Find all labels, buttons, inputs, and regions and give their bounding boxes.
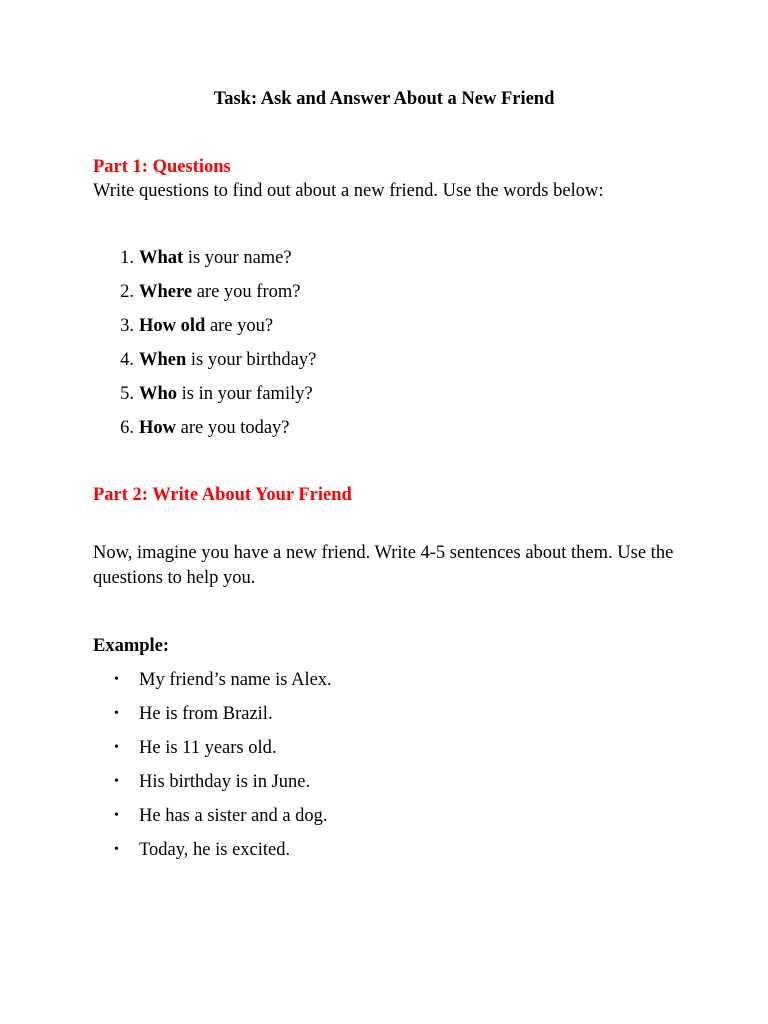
list-item <box>0 669 768 693</box>
page-title: Task: Ask and Answer About a New Friend <box>213 89 555 109</box>
example-label: Example: <box>93 636 170 656</box>
list-item-number: 1. <box>120 248 134 268</box>
list-item <box>0 737 768 761</box>
example-text: His birthday is in June. <box>139 772 311 792</box>
question-word: Who <box>139 384 178 404</box>
bullet-icon: • <box>114 774 119 789</box>
list-item <box>0 417 768 441</box>
question-rest: is your birthday? <box>186 350 317 370</box>
part2-instruction: Now, imagine you have a new friend. Write 4-5 sentences about them. Use the questions to help you. <box>93 543 674 588</box>
example-text: He is from Brazil. <box>139 704 273 724</box>
question-word: Where <box>139 282 193 302</box>
example-text: He is 11 years old. <box>139 738 277 758</box>
list-item <box>0 315 768 339</box>
list-item <box>0 349 768 373</box>
question-rest: are you from? <box>192 282 301 302</box>
example-text: My friend’s name is Alex. <box>139 670 332 690</box>
bullet-icon: • <box>114 706 119 721</box>
question-rest: are you today? <box>176 418 290 438</box>
example-text: He has a sister and a dog. <box>139 806 328 826</box>
part1-heading: Part 1: Questions <box>93 157 231 177</box>
part2-heading: Part 2: Write About Your Friend <box>93 485 352 505</box>
part1-instruction: Write questions to find out about a new friend. Use the words below: <box>93 181 604 201</box>
list-item <box>0 247 768 271</box>
question-rest: are you? <box>205 316 274 336</box>
question-rest: is in your family? <box>177 384 313 404</box>
list-item <box>0 703 768 727</box>
list-item <box>0 839 768 863</box>
bullet-icon: • <box>114 808 119 823</box>
bullet-icon: • <box>114 842 119 857</box>
question-word: How old <box>139 316 206 336</box>
list-item-number: 3. <box>120 316 134 336</box>
question-rest: is your name? <box>183 248 292 268</box>
list-item <box>0 771 768 795</box>
list-item-number: 5. <box>120 384 134 404</box>
question-word: When <box>139 350 187 370</box>
list-item-number: 6. <box>120 418 134 438</box>
list-item-number: 2. <box>120 282 134 302</box>
list-item-number: 4. <box>120 350 134 370</box>
bullet-icon: • <box>114 672 119 687</box>
question-word: How <box>139 418 176 438</box>
bullet-icon: • <box>114 740 119 755</box>
example-text: Today, he is excited. <box>139 840 291 860</box>
list-item <box>0 383 768 407</box>
list-item <box>0 281 768 305</box>
list-item <box>0 805 768 829</box>
question-word: What <box>139 248 184 268</box>
